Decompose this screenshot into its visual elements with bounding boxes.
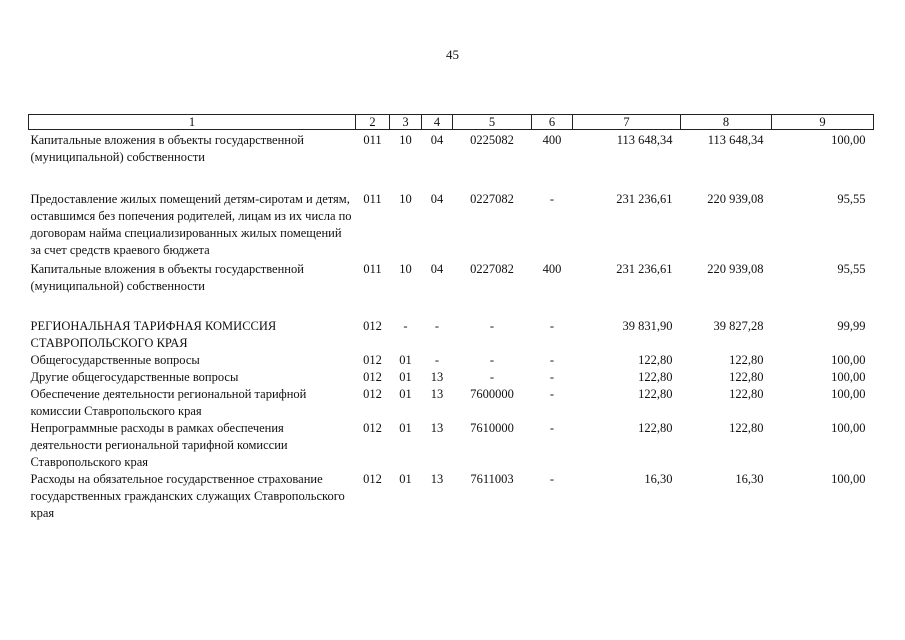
cell-col-8: 122,80 xyxy=(729,421,764,435)
header-col-7: 7 xyxy=(573,115,681,130)
cell-col-2: 011 xyxy=(363,262,382,276)
cell-col-7: 122,80 xyxy=(638,370,673,384)
cell-col-3: 01 xyxy=(399,387,412,401)
table-row xyxy=(29,369,874,386)
cell-col-6: - xyxy=(549,370,555,384)
cell-col-7: 39 831,90 xyxy=(622,319,673,333)
cell-col-2: 012 xyxy=(363,421,382,435)
cell-col-5: 7610000 xyxy=(470,421,514,435)
cell-col-4: 04 xyxy=(430,192,444,206)
cell-col-7: 231 236,61 xyxy=(616,192,673,206)
cell-col-3: 10 xyxy=(399,262,412,276)
row-name: Другие общегосударственные вопросы xyxy=(30,370,239,384)
cell-col-6: - xyxy=(549,319,555,333)
cell-col-8: 122,80 xyxy=(729,353,764,367)
cell-col-5: 7611003 xyxy=(470,472,514,486)
cell-col-9: 100,00 xyxy=(831,472,866,486)
header-col-6: 6 xyxy=(532,115,573,130)
cell-col-4: 13 xyxy=(430,370,444,384)
cell-col-7: 122,80 xyxy=(638,421,673,435)
table-row xyxy=(29,318,874,352)
cell-col-4: - xyxy=(434,353,440,367)
cell-col-4: 13 xyxy=(430,387,444,401)
table-row xyxy=(29,132,874,166)
header-col-8: 8 xyxy=(681,115,772,130)
cell-col-2: 011 xyxy=(363,133,382,147)
cell-col-3: 01 xyxy=(399,472,412,486)
table-row xyxy=(29,386,874,420)
cell-col-6: 400 xyxy=(542,133,562,147)
cell-col-6: 400 xyxy=(542,262,562,276)
table-row xyxy=(29,352,874,369)
cell-col-5: - xyxy=(489,319,495,333)
cell-col-9: 100,00 xyxy=(831,370,866,384)
cell-col-3: - xyxy=(403,319,408,333)
cell-col-9: 100,00 xyxy=(831,387,866,401)
cell-col-2: 012 xyxy=(363,387,382,401)
cell-col-5: - xyxy=(489,370,495,384)
cell-col-5: - xyxy=(489,353,495,367)
row-name: Капитальные вложения в объекты государственной (муниципальной) собственности xyxy=(30,133,304,164)
row-name: РЕГИОНАЛЬНАЯ ТАРИФНАЯ КОМИССИЯ СТАВРОПОЛЬСКОГО КРАЯ xyxy=(30,319,277,350)
row-name: Обеспечение деятельности региональной тарифной комиссии Ставропольского края xyxy=(30,387,307,418)
cell-col-9: 95,55 xyxy=(837,192,866,206)
header-col-4: 4 xyxy=(422,115,453,130)
cell-col-2: 012 xyxy=(363,353,382,367)
cell-col-4: - xyxy=(434,319,440,333)
cell-col-6: - xyxy=(549,353,555,367)
cell-col-4: 04 xyxy=(430,133,444,147)
cell-col-9: 99,99 xyxy=(837,319,866,333)
row-name: Непрограммные расходы в рамках обеспечения деятельности региональной тарифной комиссии Ставропольского края xyxy=(30,421,288,469)
cell-col-7: 113 648,34 xyxy=(616,133,673,147)
cell-col-2: 012 xyxy=(363,319,382,333)
cell-col-7: 122,80 xyxy=(638,387,673,401)
cell-col-7: 231 236,61 xyxy=(616,262,673,276)
cell-col-2: 011 xyxy=(363,192,382,206)
page-number: 45 xyxy=(446,47,459,62)
cell-col-8: 220 939,08 xyxy=(707,192,764,206)
header-col-3: 3 xyxy=(390,115,422,130)
header-col-1: 1 xyxy=(29,115,356,130)
cell-col-4: 13 xyxy=(430,472,444,486)
cell-col-3: 01 xyxy=(399,370,412,384)
header-col-2: 2 xyxy=(356,115,390,130)
cell-col-6: - xyxy=(549,387,555,401)
cell-col-9: 100,00 xyxy=(831,421,866,435)
cell-col-5: 0225082 xyxy=(470,133,514,147)
row-name: Общегосударственные вопросы xyxy=(30,353,200,367)
cell-col-8: 16,30 xyxy=(735,472,764,486)
header-col-9: 9 xyxy=(772,115,874,130)
cell-col-3: 10 xyxy=(399,192,412,206)
cell-col-9: 100,00 xyxy=(831,353,866,367)
table-row xyxy=(29,191,874,259)
cell-col-8: 122,80 xyxy=(729,387,764,401)
cell-col-9: 100,00 xyxy=(831,133,866,147)
cell-col-6: - xyxy=(549,472,555,486)
cell-col-2: 012 xyxy=(363,472,382,486)
cell-col-3: 01 xyxy=(399,353,412,367)
row-name: Капитальные вложения в объекты государственной (муниципальной) собственности xyxy=(30,262,304,293)
cell-col-4: 04 xyxy=(430,262,444,276)
budget-table xyxy=(28,114,874,522)
cell-col-4: 13 xyxy=(430,421,444,435)
cell-col-5: 0227082 xyxy=(470,262,514,276)
cell-col-2: 012 xyxy=(363,370,382,384)
cell-col-5: 7600000 xyxy=(470,387,514,401)
cell-col-8: 39 827,28 xyxy=(713,319,764,333)
cell-col-8: 122,80 xyxy=(729,370,764,384)
table-row xyxy=(29,420,874,471)
cell-col-8: 113 648,34 xyxy=(707,133,764,147)
cell-col-7: 122,80 xyxy=(638,353,673,367)
cell-col-3: 01 xyxy=(399,421,412,435)
table-row xyxy=(29,471,874,522)
cell-col-6: - xyxy=(549,421,555,435)
cell-col-8: 220 939,08 xyxy=(707,262,764,276)
cell-col-6: - xyxy=(549,192,555,206)
cell-col-7: 16,30 xyxy=(644,472,673,486)
header-row xyxy=(29,115,874,130)
table-row xyxy=(29,261,874,295)
header-col-5: 5 xyxy=(453,115,532,130)
cell-col-9: 95,55 xyxy=(837,262,866,276)
cell-col-3: 10 xyxy=(399,133,412,147)
cell-col-5: 0227082 xyxy=(470,192,514,206)
row-name: Расходы на обязательное государственное страхование государственных гражданских служащих Ставропольского края xyxy=(30,472,345,520)
row-name: Предоставление жилых помещений детям-сиротам и детям, оставшимся без попечения родителей, лицам из их числа по договорам найма специализированных жилых помещений за счет средств краевого бюджета xyxy=(30,192,352,257)
